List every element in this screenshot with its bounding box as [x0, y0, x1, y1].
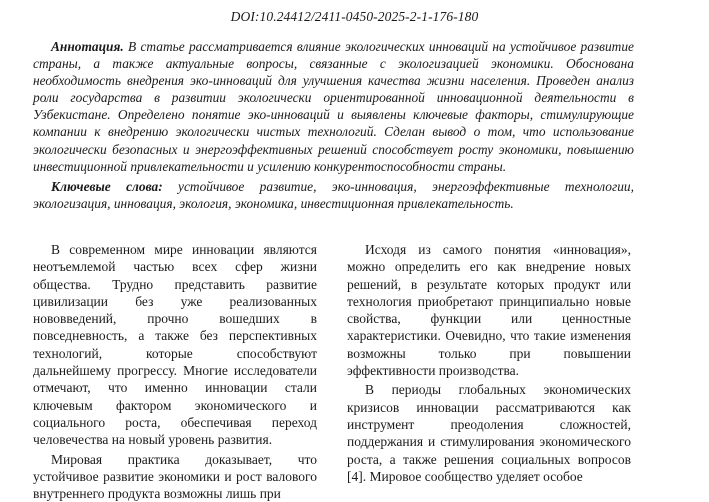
body-column-right — [347, 241, 631, 485]
body-paragraph: В периоды глобальных экономических кризисов инновации рассматриваются как инструмент преодоления сложностей, поддержания и стимулирования экономического роста, а также решения социальных вопросов [4]. Мировое сообщество уделяет особое — [347, 382, 631, 484]
keywords-paragraph — [33, 178, 634, 212]
body-column-left — [33, 241, 317, 502]
abstract-label: Аннотация. — [51, 39, 124, 54]
abstract-block — [33, 38, 634, 212]
abstract-paragraph — [33, 38, 634, 175]
keywords-text: устойчивое развитие, эко-инновация, энергоэффективные технологии, экологизация, инновация, экология, экономика, инвестиционная привлекательность. — [33, 178, 634, 211]
doi-line: DOI:10.24412/2411-0450-2025-2-1-176-180 — [230, 9, 479, 24]
keywords-label: Ключевые слова: — [51, 178, 163, 194]
body-paragraph: Исходя из самого понятия «инновация», можно определить его как внедрение новых решений, в результате которых продукт или технология приобретают принципиально новые свойства, функции или ценностные характеристики. Очевидно, что такие изменения возможны только при повышении эффективности производства. — [347, 242, 631, 379]
abstract-text: В статье рассматривается влияние экологических инноваций на устойчивое развитие страны, а также актуальные вопросы, связанные с экологизацией экономики. Обоснована необходимость внедрения эко-инноваций для улучшения качества жизни населения. Проведен анализ роли государства в развитии экологически ориентированной инновационной деятельности в Узбекистане. Определено понятие эко-инноваций и выявлены ключевые факторы, стимулирующие компании к внедрению экологически чистых технологий. Сделан вывод о том, что использование экологически безопасных и энергоэффективных решений способствует росту экономики, повышению инвестиционной привлекательности и усилению конкурентоспособности страны. — [33, 39, 634, 174]
body-paragraph: В современном мире инновации являются неотъемлемой частью всех сфер жизни общества. Трудно представить развитие цивилизации без уже реализованных нововведений, прочно вошедших в повседневность, а также без перспективных технологий, которые способствуют дальнейшему прогрессу. Многие исследователи отмечают, что именно инновации стали ключевым фактором экономического и социального роста, обеспечивая переход человечества на новый уровень развития. — [33, 242, 317, 448]
body-paragraph: Мировая практика доказывает, что устойчивое развитие экономики и рост валового внутреннего продукта возможны лишь при — [33, 451, 317, 502]
